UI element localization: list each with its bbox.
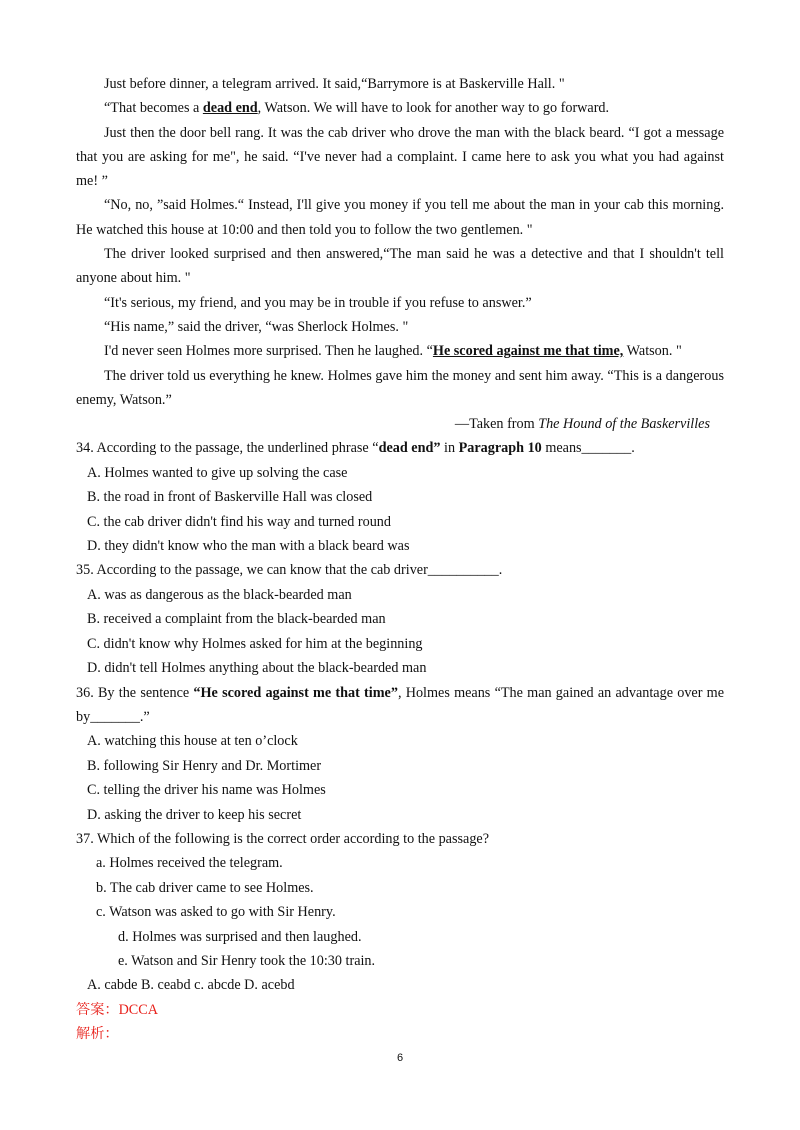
- option-row: A. cabde B. ceabd c. abcde D. acebd: [87, 977, 295, 994]
- answer-key: 答案：DCCA: [76, 1001, 158, 1018]
- story-paragraph: The driver told us everything he knew. Holmes gave him the money and sent him away. “This is a dangerous enemy, Watson.”: [76, 367, 724, 408]
- option: A. was as dangerous as the black-bearded man: [87, 586, 352, 603]
- book-title: The Hound of the Baskervilles: [538, 416, 710, 433]
- question-36: 36. By the sentence “He scored against me that time”, Holmes means “The man gained an advantage over me by_______.”: [76, 684, 725, 725]
- option: C. telling the driver his name was Holmes: [87, 782, 326, 799]
- story-paragraph: “That becomes a dead end, Watson. We will have to look for another way to go forward.: [104, 100, 610, 117]
- option: D. didn't tell Holmes anything about the black-bearded man: [87, 660, 427, 677]
- analysis-label: 解析：: [76, 1026, 119, 1043]
- underlined-sentence: He scored against me that time,: [432, 343, 624, 360]
- story-paragraph: The driver looked surprised and then answered,“The man said he was a detective and that I shouldn't tell anyone about him. ": [76, 246, 724, 287]
- question-35: 35. According to the passage, we can know that the cab driver__________.: [76, 562, 503, 579]
- story-paragraph: Just then the door bell rang. It was the cab driver who drove the man with the black beard. “I got a message that you are asking for me", he said. “I've never had a complaint. I came here to ask you what you had against me! ”: [76, 124, 724, 190]
- option: A. watching this house at ten o’clock: [87, 733, 298, 750]
- option: D. they didn't know who the man with a black beard was: [87, 538, 410, 555]
- order-item: e. Watson and Sir Henry took the 10:30 train.: [118, 952, 376, 969]
- story-paragraph: “His name,” said the driver, “was Sherlock Holmes. ": [104, 318, 409, 335]
- option: C. the cab driver didn't find his way and turned round: [87, 513, 391, 530]
- order-item: d. Holmes was surprised and then laughed.: [118, 928, 362, 945]
- option: B. following Sir Henry and Dr. Mortimer: [87, 757, 322, 774]
- page-number: 6: [396, 1052, 404, 1064]
- story-paragraph: “It's serious, my friend, and you may be in trouble if you refuse to answer.”: [104, 294, 532, 311]
- story-paragraph: “No, no, ”said Holmes.“ Instead, I'll give you money if you tell me about the man in your cab this morning. He watched this house at 10:00 and then told you to follow the two gentlemen. ": [76, 197, 724, 238]
- document-page: [76, 72, 724, 1047]
- order-item: c. Watson was asked to go with Sir Henry.: [96, 904, 336, 921]
- story-paragraph: Just before dinner, a telegram arrived. It said,“Barrymore is at Baskerville Hall. ": [104, 76, 565, 92]
- option: D. asking the driver to keep his secret: [87, 806, 302, 823]
- source-citation: —Taken from The Hound of the Baskervilles: [454, 416, 710, 433]
- story-paragraph: I'd never seen Holmes more surprised. Then he laughed. “He scored against me that time, Watson. ": [104, 343, 682, 360]
- option: B. the road in front of Baskerville Hall was closed: [87, 489, 373, 506]
- question-37: 37. Which of the following is the correct order according to the passage?: [76, 830, 490, 847]
- underlined-phrase-dead-end: dead end: [202, 100, 258, 117]
- question-34: 34. According to the passage, the underlined phrase “dead end” in Paragraph 10 means_______.: [76, 440, 635, 457]
- option: A. Holmes wanted to give up solving the case: [87, 464, 348, 481]
- option: C. didn't know why Holmes asked for him at the beginning: [87, 635, 423, 652]
- order-item: a. Holmes received the telegram.: [96, 855, 283, 872]
- order-item: b. The cab driver came to see Holmes.: [96, 879, 314, 896]
- option: B. received a complaint from the black-bearded man: [87, 611, 386, 628]
